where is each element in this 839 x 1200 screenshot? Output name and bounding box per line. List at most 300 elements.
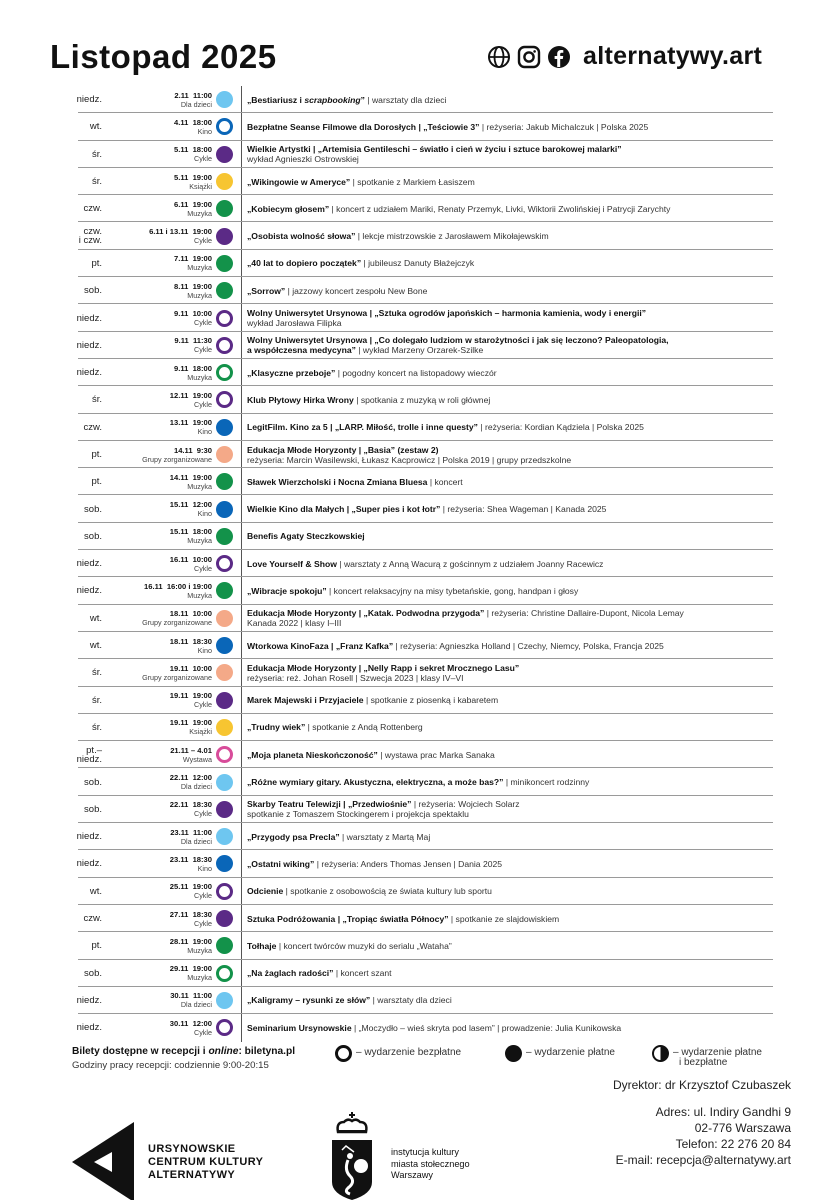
paid-event-icon (216, 419, 233, 436)
event-description[interactable] (247, 1014, 769, 1041)
event-category: Muzyka (187, 208, 212, 218)
event-title: „Klasyczne przeboje” (247, 367, 336, 378)
description-line (247, 308, 769, 318)
event-date: 6.11 19:00 (173, 199, 212, 209)
event-details: wykład Jarosława Filipka (247, 318, 342, 329)
event-description[interactable] (247, 823, 769, 850)
event-datetime (82, 141, 212, 168)
event-category: Muzyka (187, 536, 212, 546)
event-title: Wielkie Artystki | „Artemisia Gentileschi – światło i cień w życiu i sztuce barokowej malarki” (247, 144, 622, 155)
event-datetime (82, 714, 212, 741)
event-description[interactable] (247, 878, 769, 905)
event-date: 14.11 19:00 (169, 472, 212, 482)
event-category: Dla dzieci (180, 782, 212, 792)
event-datetime (82, 386, 212, 413)
description-line (247, 204, 769, 214)
event-description[interactable] (247, 768, 769, 795)
event-details: | koncert twórców muzyki do serialu „Wataha” (276, 940, 452, 951)
description-line (247, 859, 769, 869)
paid-event-icon (216, 255, 233, 272)
description-line (247, 395, 769, 405)
event-description[interactable] (247, 850, 769, 877)
free-event-icon (216, 337, 233, 354)
site-links (487, 42, 762, 71)
event-weekday: pt. (91, 257, 102, 269)
event-category: Cykle (194, 154, 212, 164)
event-title: LegitFilm. Kino za 5 | „LARP. Miłość, trolle i inne questy” (247, 422, 478, 433)
event-description[interactable] (247, 714, 769, 741)
event-date: 18.11 10:00 (169, 609, 212, 619)
event-title: Bezpłatne Seanse Filmowe dla Dorosłych | „Teściowie 3” (247, 121, 480, 132)
event-details: | warsztaty z Martą Maj (339, 831, 431, 842)
event-category: Muzyka (187, 290, 212, 300)
legend-both: – wydarzenie płatne i bezpłatne (652, 1045, 762, 1068)
paid-event-icon (216, 828, 233, 845)
paid-event-icon (216, 719, 233, 736)
event-weekday: czw. (83, 913, 102, 925)
event-weekday: pt. (91, 940, 102, 952)
paid-event-icon (216, 992, 233, 1009)
description-line (247, 335, 769, 345)
events-table (0, 86, 839, 1041)
legend-free: – wydarzenie bezpłatne (335, 1045, 461, 1062)
event-category: Książki (189, 181, 212, 191)
event-details: | warsztaty dla dzieci (370, 995, 452, 1006)
event-title: Wielkie Kino dla Małych | „Super pies i kot łotr” (247, 504, 441, 515)
event-row (0, 577, 839, 604)
event-date: 19.11 10:00 (169, 663, 212, 673)
event-date: 23.11 11:00 (170, 827, 212, 837)
event-category: Dla dzieci (180, 836, 212, 846)
event-date: 5.11 18:00 (173, 145, 212, 155)
event-details: | pogodny koncert na listopadowy wieczór (335, 367, 497, 378)
paid-event-icon (216, 937, 233, 954)
event-title: „Wibracje spokoju” (247, 585, 327, 596)
event-description[interactable] (247, 441, 769, 468)
event-details: | spotkania z muzyką w roli głównej (353, 394, 491, 405)
event-datetime (82, 168, 212, 195)
event-datetime (82, 441, 212, 468)
event-title: Seminarium Ursynowskie (247, 1022, 352, 1033)
event-row (0, 850, 839, 877)
event-row (0, 768, 839, 795)
description-line (247, 368, 769, 378)
event-description[interactable] (247, 304, 769, 331)
free-event-icon (216, 118, 233, 135)
event-title: Odcienie (247, 886, 284, 897)
event-title: „40 lat to dopiero początek” (247, 258, 362, 269)
event-date: 5.11 19:00 (173, 172, 212, 182)
description-line (247, 122, 769, 132)
event-title: „Kaligramy – rysunki ze słów” (247, 995, 371, 1006)
event-datetime (82, 741, 212, 768)
description-line (247, 455, 769, 465)
event-row (0, 386, 839, 413)
event-row (0, 714, 839, 741)
event-datetime (82, 550, 212, 577)
event-details: reżyseria: Marcin Wasilewski, Łukasz Kacprowicz | Polska 2019 | grupy przedszkolne (247, 454, 572, 465)
site-url[interactable]: alternatywy.art (583, 42, 763, 70)
event-title: Sztuka Podróżowania | „Tropiąc światła Północy” (247, 913, 449, 924)
event-datetime (82, 850, 212, 877)
event-details: | reżyseria: Kordian Kądziela | Polska 2025 (477, 422, 644, 433)
description-line (247, 673, 769, 683)
description-line (247, 477, 769, 487)
event-details: | warsztaty z Anną Wacurą z gościnnym z udziałem Joanny Racewicz (336, 558, 604, 569)
event-weekday: czw. (83, 421, 102, 433)
institution-label: instytucja kultury miasta stołecznego Warszawy (391, 1147, 470, 1180)
event-category: Cykle (194, 891, 212, 901)
event-weekday: śr. (91, 667, 102, 679)
email-link[interactable]: E-mail: recepcja@alternatywy.art (615, 1153, 791, 1167)
paid-event-icon (216, 664, 233, 681)
event-weekday: niedz. (76, 831, 102, 843)
event-date: 22.11 12:00 (169, 773, 212, 783)
event-datetime (82, 113, 212, 140)
event-category: Cykle (194, 1027, 212, 1037)
event-description[interactable] (247, 687, 769, 714)
event-description[interactable] (247, 659, 769, 686)
description-line (247, 286, 769, 296)
event-description[interactable] (247, 632, 769, 659)
event-description[interactable] (247, 222, 769, 249)
event-title: „Trudny wiek” (247, 722, 306, 733)
event-category: Kino (197, 509, 212, 519)
event-details: | wykład Marzeny Orzarek-Szilke (355, 345, 484, 356)
event-date: 9.11 11:30 (174, 336, 212, 346)
event-weekday: niedz. (76, 94, 102, 106)
event-weekday: czw. (83, 203, 102, 215)
event-weekday: pt. (91, 476, 102, 488)
event-datetime (82, 359, 212, 386)
event-description[interactable] (247, 332, 769, 359)
event-description[interactable] (247, 960, 769, 987)
event-description[interactable] (247, 741, 769, 768)
event-weekday: śr. (91, 694, 102, 706)
globe-icon[interactable] (487, 45, 511, 69)
paid-event-icon (216, 910, 233, 927)
description-line (247, 531, 769, 541)
description-line (247, 231, 769, 241)
event-row (0, 468, 839, 495)
event-datetime (82, 250, 212, 277)
event-title: Skarby Teatru Telewizji | „Przedwiośnie” (247, 799, 412, 810)
event-description[interactable] (247, 86, 769, 113)
free-event-icon (216, 310, 233, 327)
event-date: 9.11 18:00 (173, 363, 212, 373)
free-event-icon (216, 555, 233, 572)
event-description[interactable] (247, 113, 769, 140)
event-details: | spotkanie ze slajdowiskiem (448, 913, 560, 924)
event-title: Wtorkowa KinoFaza | „Franz Kafka” (247, 640, 394, 651)
event-row (0, 741, 839, 768)
description-line (247, 1023, 769, 1033)
event-weekday: niedz. (76, 585, 102, 597)
free-event-icon (216, 965, 233, 982)
event-title: Wolny Uniwersytet Ursynowa | „Co dolegało ludziom w starożytności i jak się leczono? Paleopatologia, (247, 335, 669, 346)
description-line (247, 95, 769, 105)
event-description[interactable] (247, 168, 769, 195)
event-description[interactable] (247, 195, 769, 222)
ucka-logo-icon (72, 1122, 134, 1200)
tickets-link[interactable]: : biletyna.pl (238, 1046, 296, 1057)
event-row (0, 878, 839, 905)
event-weekday: niedz. (76, 1022, 102, 1034)
event-row (0, 960, 839, 987)
event-description[interactable] (247, 550, 769, 577)
paid-event-icon (216, 801, 233, 818)
event-details: | spotkanie z Markiem Łasiszem (350, 176, 475, 187)
event-details: | koncert z udziałem Mariki, Renaty Przemyk, Livki, Wiktorii Zwolińskiej i Patrycji Zarychty (329, 203, 671, 214)
event-title: Marek Majewski i Przyjaciele (247, 695, 364, 706)
event-datetime (82, 659, 212, 686)
event-category: Muzyka (187, 590, 212, 600)
event-row (0, 359, 839, 386)
event-date: 4.11 18:00 (173, 117, 212, 127)
event-details: | lekcje mistrzowskie z Jarosławem Mikołajewskim (355, 231, 549, 242)
description-line (247, 695, 769, 705)
description-line (247, 586, 769, 596)
description-line (247, 968, 769, 978)
event-title: „Sorrow” (247, 285, 286, 296)
event-datetime (82, 277, 212, 304)
event-weekday: pt.– niedz. (76, 744, 102, 765)
event-category: Grupy zorganizowane (142, 454, 212, 464)
event-datetime (82, 332, 212, 359)
event-description[interactable] (247, 386, 769, 413)
event-row (0, 1014, 839, 1041)
event-date: 12.11 19:00 (169, 390, 212, 400)
event-details: | jazzowy koncert zespołu New Bone (285, 285, 428, 296)
event-description[interactable] (247, 796, 769, 823)
event-description[interactable] (247, 468, 769, 495)
description-line (247, 914, 769, 924)
event-row (0, 86, 839, 113)
description-line (247, 886, 769, 896)
event-category: Kino (197, 863, 212, 873)
event-category: Kino (197, 645, 212, 655)
event-row (0, 523, 839, 550)
event-date: 28.11 19:00 (169, 936, 212, 946)
event-datetime (82, 768, 212, 795)
event-details: | koncert szant (333, 968, 392, 979)
description-line (247, 995, 769, 1005)
free-event-icon (216, 364, 233, 381)
event-datetime (82, 960, 212, 987)
description-line (247, 750, 769, 760)
warsaw-crest-icon (330, 1110, 374, 1200)
event-title: „Przygody psa Precla” (247, 831, 340, 842)
event-category: Cykle (194, 809, 212, 819)
event-row (0, 277, 839, 304)
event-details: | spotkanie z piosenką i kabaretem (363, 695, 499, 706)
facebook-icon[interactable] (547, 45, 571, 69)
description-line (247, 608, 769, 618)
event-title: „Wikingowie w Ameryce” (247, 176, 351, 187)
description-line (247, 422, 769, 432)
event-datetime (82, 687, 212, 714)
event-datetime (82, 468, 212, 495)
event-weekday: sob. (84, 803, 102, 815)
event-datetime (82, 495, 212, 522)
legend-paid: – wydarzenie płatne (505, 1045, 615, 1062)
description-line (247, 318, 769, 328)
event-category: Muzyka (187, 945, 212, 955)
event-details: wykład Agnieszki Ostrowskiej (247, 154, 359, 165)
paid-and-free-event-icon (652, 1045, 669, 1062)
event-category: Dla dzieci (180, 1000, 212, 1010)
description-line (247, 345, 769, 355)
event-category: Muzyka (187, 372, 212, 382)
event-weekday: niedz. (76, 367, 102, 379)
paid-event-icon (216, 473, 233, 490)
event-weekday: wt. (89, 640, 102, 652)
event-date: 16.11 10:00 (169, 554, 212, 564)
description-line (247, 809, 769, 819)
event-weekday: wt. (89, 121, 102, 133)
event-details: | reżyseria: Shea Wageman | Kanada 2025 (440, 504, 607, 515)
event-category: Muzyka (187, 263, 212, 273)
event-description[interactable] (247, 495, 769, 522)
event-details: | minikoncert rodzinny (503, 777, 590, 788)
paid-event-icon (216, 855, 233, 872)
event-description[interactable] (247, 605, 769, 632)
event-date: 22.11 18:30 (169, 800, 212, 810)
event-description[interactable] (247, 277, 769, 304)
event-datetime (82, 932, 212, 959)
description-line (247, 641, 769, 651)
page-header (0, 0, 839, 88)
event-weekday: wt. (89, 612, 102, 624)
event-row (0, 605, 839, 632)
event-weekday: pt. (91, 449, 102, 460)
description-line (247, 777, 769, 787)
event-description[interactable] (247, 523, 769, 550)
event-row (0, 141, 839, 168)
description-line (247, 722, 769, 732)
event-description[interactable] (247, 932, 769, 959)
event-datetime (82, 523, 212, 550)
event-row (0, 823, 839, 850)
event-category: Cykle (194, 700, 212, 710)
event-details: | reżyseria: Christine Dallaire-Dupont, Nicola Lemay (484, 608, 684, 619)
event-datetime (82, 605, 212, 632)
event-description[interactable] (247, 359, 769, 386)
event-date: 9.11 10:00 (173, 309, 212, 319)
tickets-info: Bilety dostępne w recepcji i online: biletyna.pl (72, 1046, 296, 1057)
event-title: Wolny Uniwersytet Ursynowa | „Sztuka ogrodów japońskich – harmonia kamienia, wody i energii” (247, 308, 647, 319)
paid-event-icon (216, 692, 233, 709)
event-weekday: sob. (84, 530, 102, 542)
free-event-icon (216, 746, 233, 763)
event-details: spotkanie z Tomaszem Stockingerem i projekcja spektaklu (247, 809, 469, 820)
event-description[interactable] (247, 141, 769, 168)
paid-event-icon (216, 446, 233, 463)
description-line (247, 504, 769, 514)
event-description[interactable] (247, 987, 769, 1014)
event-datetime (82, 632, 212, 659)
event-description[interactable] (247, 905, 769, 932)
event-details: | koncert (427, 476, 463, 487)
description-line (247, 559, 769, 569)
paid-event-icon (216, 528, 233, 545)
event-category: Książki (189, 727, 212, 737)
paid-event-icon (216, 146, 233, 163)
event-weekday: sob. (84, 776, 102, 788)
event-title: Edukacja Młode Horyzonty | „Basia” (zestaw 2) (247, 444, 439, 455)
event-row (0, 304, 839, 331)
event-title: Edukacja Młode Horyzonty | „Nelly Rapp i sekret Mrocznego Lasu” (247, 662, 520, 673)
event-details: | jubileusz Danuty Błażejczyk (361, 258, 475, 269)
event-description[interactable] (247, 414, 769, 441)
event-row (0, 495, 839, 522)
event-title: „Różne wymiary gitary. Akustyczna, elektryczna, a może bas?” (247, 777, 504, 788)
event-category: Grupy zorganizowane (142, 672, 212, 682)
event-date: 6.11 i 13.11 19:00 (149, 227, 212, 237)
event-details: | spotkanie z osobowością ze świata kultury lub sportu (283, 886, 492, 897)
description-line (247, 941, 769, 951)
event-row (0, 332, 839, 359)
event-title: ” (360, 94, 365, 105)
description-line (247, 154, 769, 164)
event-row (0, 250, 839, 277)
event-category: Muzyka (187, 973, 212, 983)
event-datetime (82, 195, 212, 222)
event-datetime (82, 796, 212, 823)
event-weekday: śr. (91, 721, 102, 733)
event-date: 14.11 9:30 (173, 445, 212, 455)
event-weekday: sob. (84, 967, 102, 979)
event-title: Tołhaje (247, 940, 277, 951)
event-details: | „Moczydło – wieś skryta pod lasem” | prowadzenie: Julia Kunikowska (351, 1022, 622, 1033)
event-description[interactable] (247, 250, 769, 277)
event-row (0, 113, 839, 140)
event-weekday: sob. (84, 503, 102, 515)
event-row (0, 222, 839, 249)
event-weekday: śr. (91, 176, 102, 188)
event-row (0, 441, 839, 468)
event-date: 13.11 19:00 (169, 418, 212, 428)
event-date: 27.11 18:30 (169, 909, 212, 919)
event-row (0, 168, 839, 195)
event-weekday: wt. (89, 885, 102, 897)
reception-hours: Godziny pracy recepcji: codziennie 9:00-20:15 (72, 1060, 269, 1071)
description-line (247, 445, 769, 455)
event-category: Muzyka (187, 481, 212, 491)
event-weekday: niedz. (76, 994, 102, 1006)
instagram-icon[interactable] (517, 45, 541, 69)
event-row (0, 550, 839, 577)
paid-event-icon (216, 610, 233, 627)
event-date: 21.11 – 4.01 (170, 745, 212, 755)
paid-event-icon (216, 582, 233, 599)
event-row (0, 632, 839, 659)
event-details: | reżyseria: Jakub Michalczuk | Polska 2025 (479, 121, 649, 132)
event-weekday: śr. (91, 394, 102, 406)
event-row (0, 932, 839, 959)
paid-event-icon (216, 200, 233, 217)
event-description[interactable] (247, 577, 769, 604)
event-category: Cykle (194, 918, 212, 928)
event-datetime (82, 1014, 212, 1041)
event-category: Grupy zorganizowane (142, 618, 212, 628)
event-row (0, 659, 839, 686)
event-category: Cykle (194, 563, 212, 573)
description-line (247, 832, 769, 842)
event-category: Cykle (194, 345, 212, 355)
event-row (0, 195, 839, 222)
event-datetime (82, 86, 212, 113)
